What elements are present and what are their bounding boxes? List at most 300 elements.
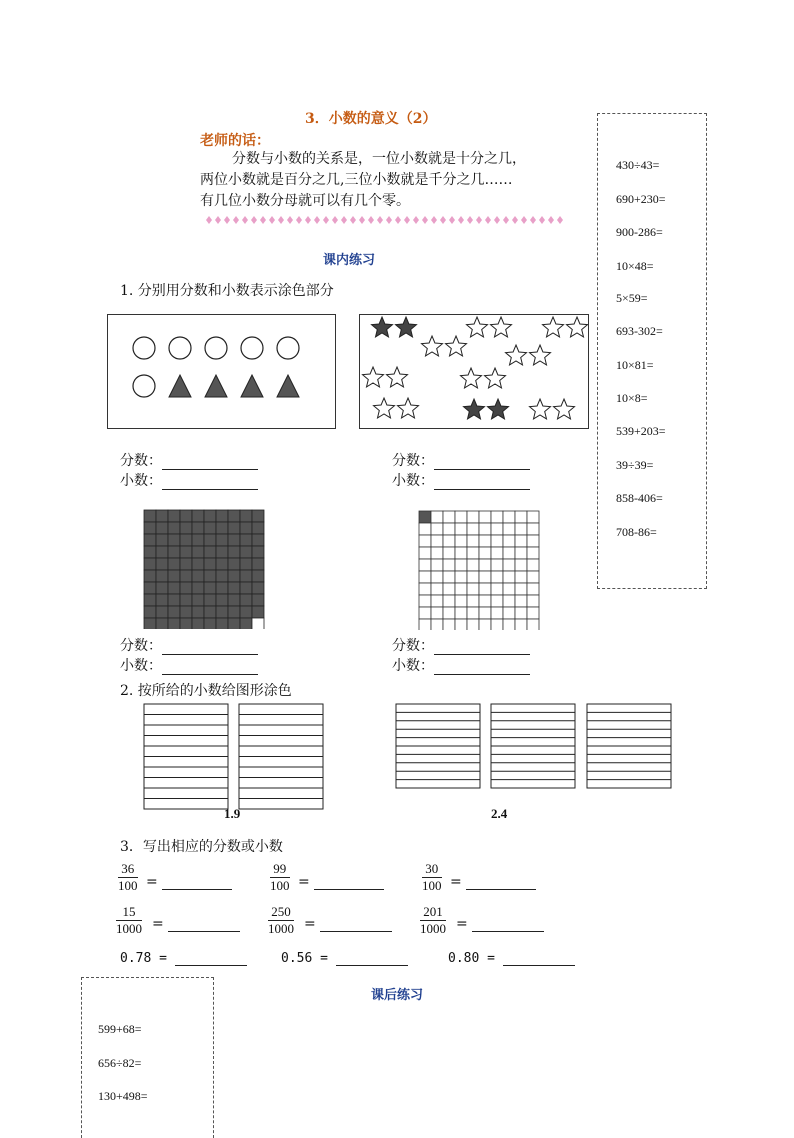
grid-cell (204, 594, 216, 606)
grid-cell (479, 571, 491, 583)
denominator: 1000 (420, 921, 446, 936)
grid-cell (443, 607, 455, 619)
star-outline (530, 345, 551, 365)
grid-cell (431, 571, 443, 583)
side-item: 10×8= (616, 391, 648, 405)
answer-blank[interactable] (434, 674, 530, 675)
divider-ornament (548, 216, 554, 224)
grid-cell (503, 523, 515, 535)
grid-cell (180, 510, 192, 522)
fraction-answer-4 (392, 635, 530, 655)
denominator: 1000 (268, 921, 294, 936)
grid-cell (216, 510, 228, 522)
grid-cell (419, 607, 431, 619)
grid-cell (491, 583, 503, 595)
answer-blank[interactable] (472, 931, 544, 932)
grid-cell (144, 606, 156, 618)
grid-cell (228, 546, 240, 558)
grid-cell (491, 535, 503, 547)
grid-cell (228, 534, 240, 546)
equals-sign (304, 916, 392, 932)
grid-cell (467, 547, 479, 559)
grid-cell (168, 534, 180, 546)
grid-cell (467, 523, 479, 535)
grid-cell (527, 583, 539, 595)
grid-cell (216, 594, 228, 606)
fraction-answer-3 (120, 635, 258, 655)
side-item: 10×81= (616, 358, 654, 372)
grid-cell (527, 547, 539, 559)
grid-cell (455, 559, 467, 571)
grid-cell (527, 571, 539, 583)
shapes-box (107, 314, 336, 429)
side-item: 539+203= (616, 424, 666, 438)
answer-blank[interactable] (175, 965, 247, 966)
circle-shape (133, 375, 155, 397)
numerator: 36 (118, 861, 138, 878)
grid-cell (204, 546, 216, 558)
grid-cell (168, 558, 180, 570)
circle-shape (133, 337, 155, 359)
divider-ornament (431, 216, 437, 224)
grid-cell (204, 510, 216, 522)
grid-cell (252, 582, 264, 594)
grid-cell (156, 522, 168, 534)
grid-cell (455, 607, 467, 619)
fraction-99-100 (270, 861, 290, 894)
question-1: 1. 分别用分数和小数表示涂色部分 (120, 283, 334, 299)
divider-ornament (557, 216, 563, 224)
answer-blank[interactable] (314, 889, 384, 890)
grid-cell (156, 534, 168, 546)
grid-cell (443, 535, 455, 547)
circle-shape (169, 337, 191, 359)
decimal-text: 0.56 = (281, 951, 328, 966)
grid-cell (419, 547, 431, 559)
circle-shape (277, 337, 299, 359)
divider-ornament (278, 216, 284, 224)
divider-ornament (386, 216, 392, 224)
grid-cell (192, 558, 204, 570)
grid-cell (216, 558, 228, 570)
equals-text: = (298, 874, 310, 890)
grid-cell (527, 619, 539, 630)
grid-cell (204, 570, 216, 582)
teacher-line-3: 有几位小数分母就可以有几个零。 (200, 193, 410, 209)
divider-ornament (296, 216, 302, 224)
divider-ornament (422, 216, 428, 224)
divider-ornament (305, 216, 311, 224)
star-outline (461, 368, 482, 388)
answer-blank[interactable] (466, 889, 536, 890)
grid-cell (479, 523, 491, 535)
grid-cell (431, 511, 443, 523)
grid-cell (204, 606, 216, 618)
divider-ornament (269, 216, 275, 224)
grid-cell (252, 522, 264, 534)
grid-cell (515, 511, 527, 523)
fraction-label: 分数： (120, 638, 162, 654)
grid-cell (503, 559, 515, 571)
divider-ornament (359, 216, 365, 224)
grid-cell (515, 607, 527, 619)
numerator: 15 (116, 904, 142, 921)
after-class-item: 656÷82= (98, 1056, 142, 1070)
star-outline (530, 399, 551, 419)
fraction-label: 分数： (392, 453, 434, 469)
divider-ornament (224, 216, 230, 224)
grid-cell (527, 595, 539, 607)
grid-cell (443, 547, 455, 559)
grid-cell (168, 606, 180, 618)
grid-cell (228, 570, 240, 582)
grid-cell (252, 546, 264, 558)
grid-cell (168, 582, 180, 594)
star-outline (467, 317, 488, 337)
fraction-30-100 (422, 861, 442, 894)
grid-cell (419, 523, 431, 535)
divider-ornament (377, 216, 383, 224)
grid-cell (144, 570, 156, 582)
star-outline (374, 398, 395, 418)
star-outline (506, 345, 527, 365)
shapes-figure (108, 315, 335, 428)
answer-blank[interactable] (434, 489, 530, 490)
grid-cell (491, 523, 503, 535)
grid-cell (419, 595, 431, 607)
grid-cell (240, 618, 252, 629)
grid-cell (240, 546, 252, 558)
side-item: 39÷39= (616, 458, 654, 472)
divider-ornament (467, 216, 473, 224)
grid-cell (431, 619, 443, 630)
divider-ornament (314, 216, 320, 224)
grid-cell (144, 534, 156, 546)
grid-cell (192, 606, 204, 618)
decimal-question-2 (281, 951, 408, 966)
grid-cell (180, 606, 192, 618)
answer-blank[interactable] (336, 965, 408, 966)
grid-cell (527, 559, 539, 571)
grid-cell (156, 582, 168, 594)
grid-cell (156, 606, 168, 618)
grid-cell (156, 546, 168, 558)
page-title: 3．小数的意义（2） (305, 111, 437, 127)
side-item: 693-302= (616, 324, 663, 338)
star-outline (543, 317, 564, 337)
grid-cell (503, 607, 515, 619)
equals-sign (146, 874, 232, 890)
grid-cell (527, 535, 539, 547)
grid-cell (467, 607, 479, 619)
grid-cell (252, 570, 264, 582)
grid-cell (431, 523, 443, 535)
grid-cell (192, 582, 204, 594)
grid-cell (228, 510, 240, 522)
decimal-text: 0.80 = (448, 951, 495, 966)
decimal-text: 0.78 = (120, 951, 167, 966)
decimal-answer-3 (120, 655, 258, 675)
grid-cell (192, 618, 204, 629)
grid-cell (216, 606, 228, 618)
grid-cell (491, 511, 503, 523)
grid-cell (180, 594, 192, 606)
grid-cell (491, 559, 503, 571)
grid-cell (467, 595, 479, 607)
grid-cell (240, 606, 252, 618)
equals-sign (456, 916, 544, 932)
star-outline (398, 398, 419, 418)
grid-cell (204, 558, 216, 570)
divider-ornament (206, 216, 212, 224)
grid-cell (455, 595, 467, 607)
numerator: 99 (270, 861, 290, 878)
grid-cell (431, 535, 443, 547)
grid-cell (515, 559, 527, 571)
grid-cell (455, 547, 467, 559)
grid-cell (252, 606, 264, 618)
divider-ornament (341, 216, 347, 224)
equals-text: = (450, 874, 462, 890)
divider-ornament (521, 216, 527, 224)
fraction-answer-2 (392, 450, 530, 470)
shaded-star (464, 399, 485, 419)
grid-cell (455, 511, 467, 523)
divider-ornament (458, 216, 464, 224)
star-outline (446, 336, 467, 356)
grid-cell (156, 510, 168, 522)
grid-cell (252, 534, 264, 546)
grid-cell (228, 558, 240, 570)
grid-cell (204, 522, 216, 534)
grid-cell (168, 618, 180, 629)
grid-cell (192, 522, 204, 534)
grid-cell (144, 546, 156, 558)
divider-ornament (287, 216, 293, 224)
answer-blank[interactable] (162, 674, 258, 675)
divider-ornament (503, 216, 509, 224)
grid-cell (156, 618, 168, 629)
star-outline (554, 399, 575, 419)
grid-cell (168, 570, 180, 582)
grid-cell (419, 535, 431, 547)
grid-cell (216, 582, 228, 594)
grid-cell (479, 607, 491, 619)
equals-sign (152, 916, 240, 932)
grid-cell (168, 522, 180, 534)
grid-cell (479, 583, 491, 595)
shaded-star (488, 399, 509, 419)
grid-cell (467, 559, 479, 571)
lined-rectangles (140, 700, 680, 812)
answer-blank[interactable] (503, 965, 575, 966)
side-item: 900-286= (616, 225, 663, 239)
divider-ornament (233, 216, 239, 224)
grid-cell (240, 594, 252, 606)
grid-cell (515, 523, 527, 535)
grid-cell (419, 511, 431, 523)
shaded-star (396, 317, 417, 337)
grid-cell (204, 618, 216, 629)
equals-text: = (146, 874, 158, 890)
grid-cell (503, 571, 515, 583)
grid-cell (479, 619, 491, 630)
decimal-label: 小数： (392, 658, 434, 674)
grid-cell (503, 619, 515, 630)
grid-cell (252, 558, 264, 570)
grid-cell (515, 583, 527, 595)
grid-cell (168, 594, 180, 606)
fraction-answer-1 (120, 450, 258, 470)
fraction-label: 分数： (120, 453, 162, 469)
grid-cell (503, 547, 515, 559)
grid-cell (443, 595, 455, 607)
grid-cell (240, 582, 252, 594)
side-item: 430÷43= (616, 158, 660, 172)
grid-cell (419, 619, 431, 630)
grid-cell (192, 570, 204, 582)
decimal-answer-4 (392, 655, 530, 675)
grid-cell (216, 570, 228, 582)
denominator: 100 (422, 878, 442, 893)
divider-ornament (449, 216, 455, 224)
shaded-triangle (169, 375, 191, 397)
answer-blank[interactable] (162, 489, 258, 490)
grid-cell (479, 559, 491, 571)
grid-cell (216, 522, 228, 534)
grid-cell (443, 523, 455, 535)
question-2: 2. 按所给的小数给图形涂色 (120, 683, 292, 699)
fraction-250-1000 (268, 904, 294, 937)
grid-cell (240, 558, 252, 570)
hundred-grid-mostly-shaded (143, 509, 265, 629)
grid-cell (443, 511, 455, 523)
grid-cell (455, 583, 467, 595)
divider-ornament (332, 216, 338, 224)
grid-cell (240, 522, 252, 534)
fraction-label: 分数： (392, 638, 434, 654)
grid-cell (228, 522, 240, 534)
answer-blank[interactable] (320, 931, 392, 932)
equals-sign (298, 874, 384, 890)
grid-cell (491, 571, 503, 583)
divider-ornament (512, 216, 518, 224)
star-outline (485, 368, 506, 388)
side-item: 858-406= (616, 491, 663, 505)
grid-cell (491, 619, 503, 630)
decimal-question-3 (448, 951, 575, 966)
denominator: 1000 (116, 921, 142, 936)
grid-cell (228, 594, 240, 606)
grid-cell (503, 583, 515, 595)
divider-ornament (242, 216, 248, 224)
grid-cell (216, 546, 228, 558)
decimal-answer-1 (120, 470, 258, 490)
grid-cell (180, 558, 192, 570)
decimal-label: 小数： (120, 473, 162, 489)
teacher-line-1: 分数与小数的关系是，一位小数就是十分之几， (232, 151, 526, 167)
equals-text: = (304, 916, 316, 932)
grid-cell (228, 582, 240, 594)
numerator: 201 (420, 904, 446, 921)
grid-cell (192, 546, 204, 558)
grid-cell (144, 510, 156, 522)
decimal-label: 小数： (392, 473, 434, 489)
equals-sign (450, 874, 536, 890)
divider-ornament (440, 216, 446, 224)
divider-ornament (539, 216, 545, 224)
grid-cell (515, 547, 527, 559)
grid-cell (228, 606, 240, 618)
grid-cell (431, 547, 443, 559)
side-item: 690+230= (616, 192, 666, 206)
divider-ornament (215, 216, 221, 224)
grid-cell (144, 522, 156, 534)
shaded-triangle (241, 375, 263, 397)
numerator: 250 (268, 904, 294, 921)
shaded-triangle (277, 375, 299, 397)
grid-cell (144, 618, 156, 629)
denominator: 100 (270, 878, 290, 893)
grid-cell (156, 570, 168, 582)
grid-cell (180, 522, 192, 534)
question-3: 3．写出相应的分数或小数 (120, 839, 283, 855)
grid-cell (479, 547, 491, 559)
grid-cell (419, 571, 431, 583)
numerator: 30 (422, 861, 442, 878)
divider-ornament (251, 216, 257, 224)
grid-cell (431, 595, 443, 607)
grid-cell (144, 594, 156, 606)
after-class-item: 599+68= (98, 1022, 142, 1036)
grid-cell (479, 511, 491, 523)
fraction-36-100 (118, 861, 138, 894)
grid-cell (467, 583, 479, 595)
circle-shape (205, 337, 227, 359)
grid-cell (515, 595, 527, 607)
decimal-question-1 (120, 951, 247, 966)
grid-cell (180, 546, 192, 558)
grid-cell (156, 594, 168, 606)
grid-cell (503, 535, 515, 547)
star-outline (567, 317, 588, 337)
grid-cell (240, 510, 252, 522)
grid-cell (180, 618, 192, 629)
grid-cell (527, 607, 539, 619)
answer-blank[interactable] (162, 889, 232, 890)
grid-cell (156, 558, 168, 570)
answer-blank[interactable] (168, 931, 240, 932)
grid-cell (443, 583, 455, 595)
grid-cell (168, 546, 180, 558)
teacher-label: 老师的话： (200, 133, 270, 149)
grid-cell (455, 619, 467, 630)
grid-cell (527, 511, 539, 523)
divider-ornament (476, 216, 482, 224)
divider-ornament (494, 216, 500, 224)
grid-cell (431, 559, 443, 571)
divider-ornament (260, 216, 266, 224)
shaded-triangle (205, 375, 227, 397)
grid-cell (216, 618, 228, 629)
star-outline (387, 367, 408, 387)
after-class-heading: 课后练习 (371, 988, 424, 1003)
divider-ornament (485, 216, 491, 224)
grid-cell (216, 534, 228, 546)
grid-cell (240, 534, 252, 546)
grid-cell (467, 535, 479, 547)
hundred-grid-one-shaded (418, 510, 540, 630)
